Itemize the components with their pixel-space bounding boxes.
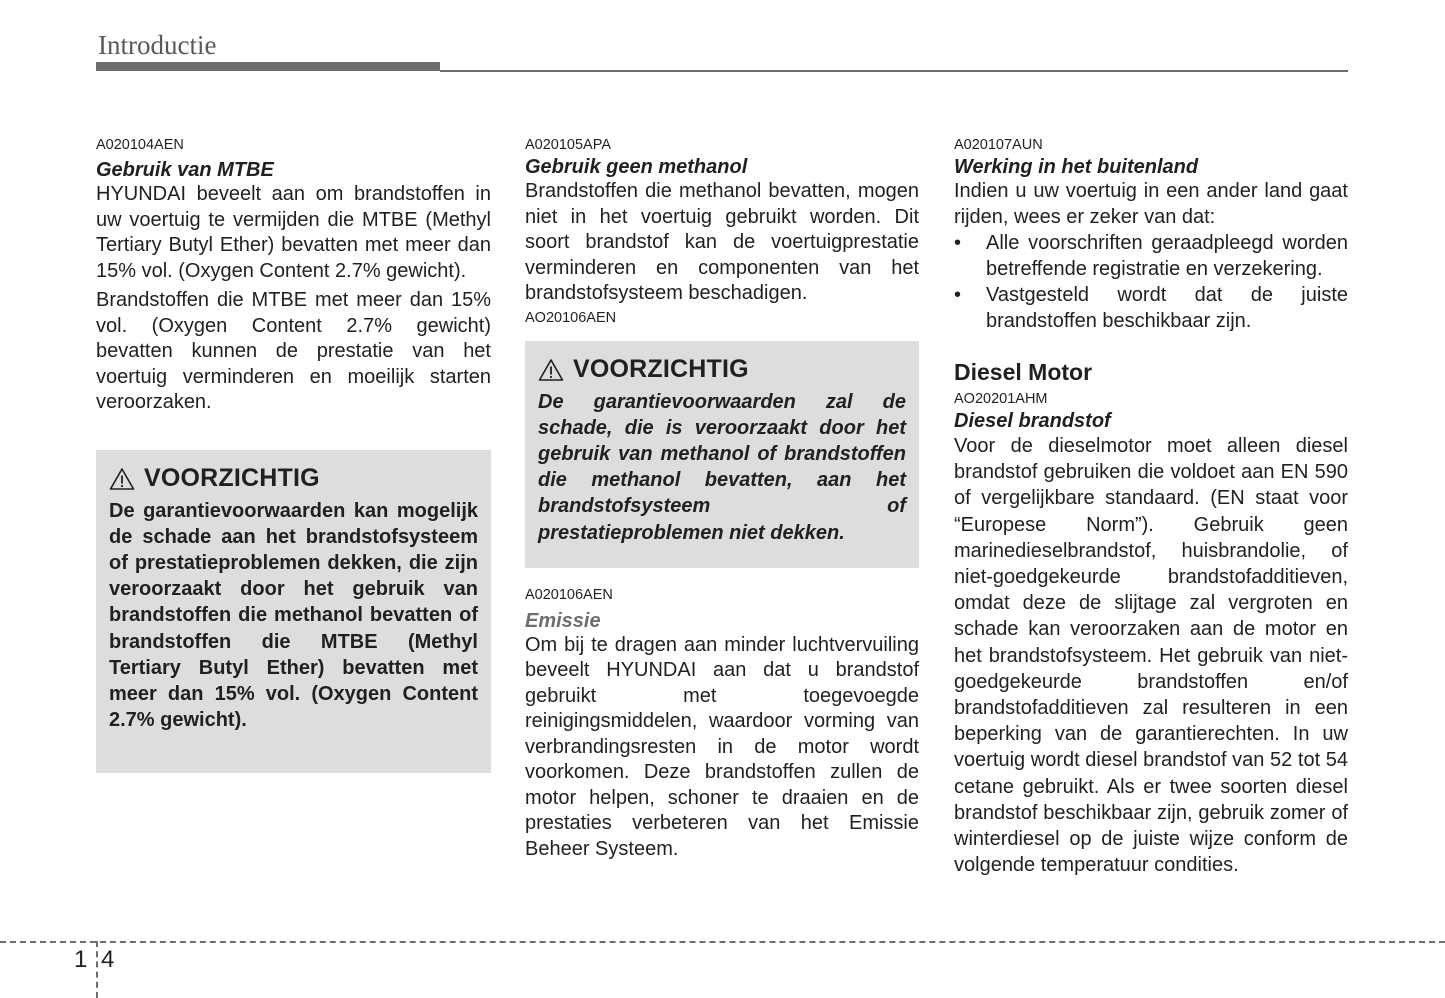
bullet-icon: • [954,284,962,306]
paragraph-buitenland: Indien u uw voertuig in een ander land gaat rijden, wees er zeker van dat: [954,180,1348,228]
paragraph-emissie: Om bij te dragen aan minder luchtvervuiling beveelt HYUNDAI aan dat u brandstof gebruikt met toegevoegde reinigingsmiddelen, waardoor vorming van verbrandingsresten in de motor wordt voorkomen. Deze brandstoffen zullen de motor helpen, schoner te draaien en de prestaties verbeteren van het Emissie Beheer Systeem. [525,633,919,860]
caution-title: VOORZICHTIG [144,464,320,492]
paragraph-methanol: Brandstoffen die methanol bevatten, mogen niet in het voertuig gebruikt worden. Dit soort brandstof kan de voertuigprestatie verminderen en componenten van het brandstofsysteem beschadigen. [525,180,919,304]
section-title-diesel-motor: Diesel Motor [954,359,1093,385]
section-code: A020107AUN [954,137,1043,153]
list-item [954,230,1348,282]
section-heading-methanol: Gebruik geen methanol [525,156,748,178]
page-header-title: Introductie [98,30,217,60]
section-code: A020104AEN [96,137,184,153]
paragraph-mtbe-1: HYUNDAI beveelt aan om brandstoffen in uw voertuig te vermijden die MTBE (Methyl Tertiary Butyl Ether) bevatten met meer dan 15% vol. (Oxygen Content 2.7% gewicht). [96,183,491,282]
column-1 [96,134,491,773]
header-rule-thick [96,62,440,71]
caution-text: De garantievoorwaarden zal de schade, die is veroorzaakt door het gebruik van methanol of brandstoffen die methanol bevatten, aan het brandstofsysteem of prestatieproblemen niet dekken. [538,390,906,544]
section-heading-buitenland: Werking in het buitenland [954,156,1199,178]
list-item [954,282,1348,334]
section-heading-emissie: Emissie [525,609,601,632]
warning-triangle-icon [109,467,135,491]
footer-rule [0,941,1445,943]
page-number: 4 [101,946,115,973]
paragraph-diesel: Voor de dieselmotor moet alleen diesel brandstof gebruiken die voldoet aan EN 590 of vergelijkbare standaard. (EN staat voor “Europese Norm”). Gebruik geen marinedieselbrandstof, huisbrandolie, of niet-goedgekeurde brandstofadditieven, omdat deze de slijtage zal vergroten en schade kan veroorzaken aan de motor en het brandstofsysteem. Het gebruik van niet-goedgekeurde brandstoffen en/of brandstofadditieven zal resulteren in een beperking van de garantierechten. In uw voertuig wordt diesel brandstof van 52 tot 54 cetane gebruikt. Als er twee soorten diesel brandstof beschikbaar zijn, gebruik zomer of winterdiesel op de juiste wijze conform de volgende temperatuur condities. [954,435,1348,877]
section-heading-diesel-brandstof: Diesel brandstof [954,410,1111,432]
caution-header [109,462,478,496]
bullet-list [954,230,1348,334]
section-heading-mtbe: Gebruik van MTBE [96,159,274,181]
bullet-text: Vastgesteld wordt dat de juiste brandstoffen beschikbaar zijn. [986,284,1348,332]
section-code: AO20106AEN [525,309,617,326]
column-2 [525,134,919,862]
bullet-text: Alle voorschriften geraadpleegd worden betreffende registratie en verzekering. [986,232,1348,280]
section-code: A020106AEN [525,586,613,603]
header-rule-thin [440,70,1348,72]
section-code: AO20201AHM [954,391,1048,407]
caution-box-methanol [525,341,919,568]
bullet-icon: • [954,232,962,254]
caution-text: De garantievoorwaarden kan mogelijk de schade aan het brandstofsysteem of prestatieproblemen dekken, die zijn veroorzaakt door het gebruik van brandstoffen die methanol bevatten of brandstoffen die MTBE (Methyl Tertiary Butyl Ether) bevatten met meer dan 15% vol. (Oxygen Content 2.7% gewicht). [109,499,478,732]
paragraph-mtbe-2: Brandstoffen die MTBE met meer dan 15% vol. (Oxygen Content 2.7% gewicht) bevatten kunnen de prestatie van het voertuig verminderen en moeilijk starten veroorzaken. [96,289,491,413]
caution-header [538,353,906,387]
chapter-number: 1 [74,946,88,973]
caution-title: VOORZICHTIG [573,355,749,383]
warning-triangle-icon [538,358,564,382]
caution-box-mtbe [96,450,491,773]
section-code: A020105APA [525,137,611,153]
column-3 [954,134,1348,878]
footer-divider [96,941,98,998]
